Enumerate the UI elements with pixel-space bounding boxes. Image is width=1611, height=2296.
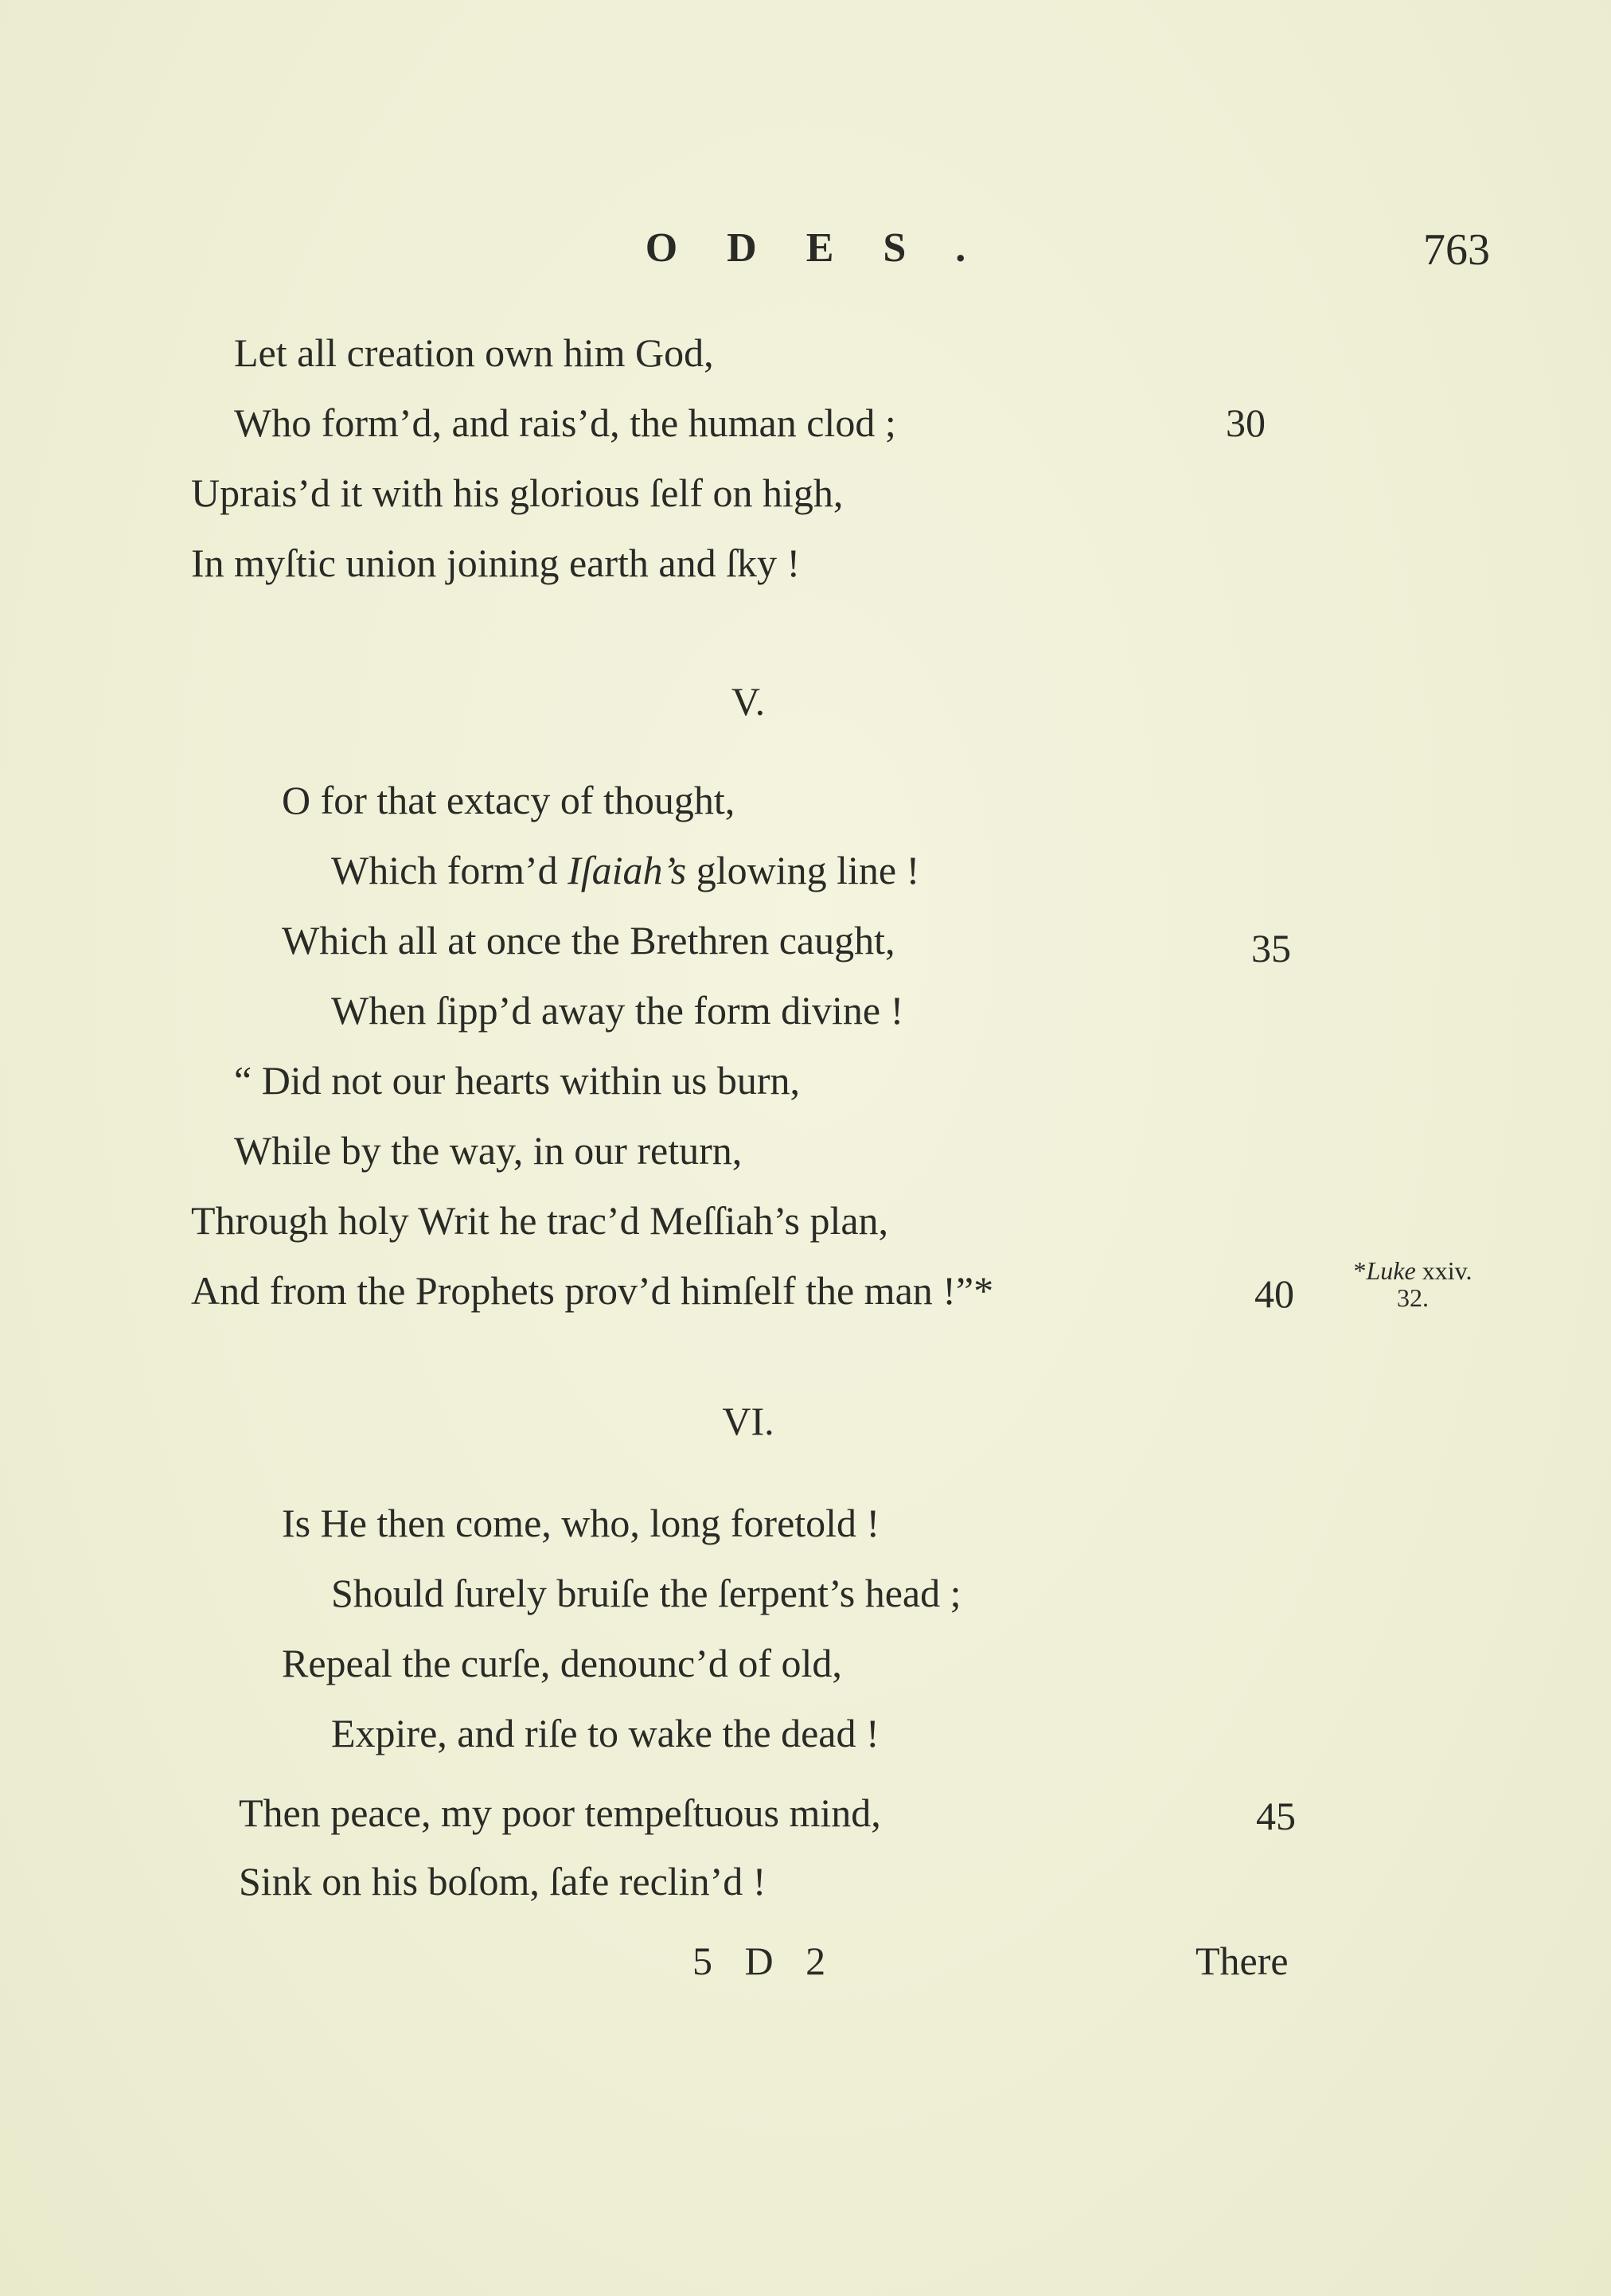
catchword: There — [1196, 1939, 1289, 1983]
running-head: ODES. — [645, 225, 1016, 271]
poem-line: Who form’d, and rais’d, the human clod ; — [234, 400, 896, 445]
poem-line: Expire, and riſe to wake the dead ! — [331, 1711, 880, 1755]
poem-line: Let all creation own him God, — [234, 330, 714, 375]
poem-line: Is He then come, who, long foretold ! — [282, 1501, 880, 1545]
poem-line: Repeal the curſe, denounc’d of old, — [282, 1641, 842, 1685]
poem-line: Then peace, my poor tempeſtuous mind, — [239, 1790, 881, 1835]
footnote-citation — [1321, 1258, 1504, 1285]
line-number: 30 — [1226, 400, 1266, 445]
line-number: 35 — [1251, 926, 1291, 970]
footnote-chapter: xxiv. — [1422, 1256, 1473, 1285]
signature-mark: 5 D 2 — [692, 1939, 837, 1983]
poem-line: Uprais’d it with his glorious ſelf on high, — [191, 471, 844, 515]
poem-line: Should ſurely bruiſe the ſerpent’s head ; — [331, 1571, 962, 1615]
poem-line-post: glowing line ! — [686, 848, 920, 892]
footnote-verse: 32. — [1397, 1283, 1429, 1312]
footnote — [1321, 1258, 1504, 1311]
line-number: 45 — [1256, 1794, 1296, 1838]
line-number: 40 — [1254, 1271, 1294, 1316]
footnote-book: Luke — [1366, 1256, 1416, 1285]
poem-line: While by the way, in our return, — [234, 1128, 743, 1173]
poem-line: And from the Prophets prov’d himſelf the man !”* — [191, 1268, 994, 1313]
poem-line: “ Did not our hearts within us burn, — [234, 1058, 801, 1103]
poem-line: O for that extacy of thought, — [282, 778, 735, 822]
poem-line: In myſtic union joining earth and ſky ! — [191, 541, 801, 585]
poem-line: Sink on his boſom, ſafe reclin’d ! — [239, 1859, 766, 1904]
poem-line: Which all at once the Brethren caught, — [282, 918, 895, 963]
stanza-numeral: VI. — [722, 1399, 774, 1443]
poem-line — [331, 850, 919, 890]
stanza-numeral: V. — [731, 679, 766, 724]
poem-line: When ſipp’d away the form divine ! — [331, 988, 904, 1033]
footnote-marker: * — [1353, 1256, 1367, 1285]
poem-line-italic: Iſaiah’s — [568, 848, 687, 892]
poem-line: Through holy Writ he trac’d Meſſiah’s plan, — [191, 1198, 889, 1243]
page-number: 763 — [1423, 225, 1490, 275]
poem-line-pre: Which form’d — [331, 848, 568, 892]
